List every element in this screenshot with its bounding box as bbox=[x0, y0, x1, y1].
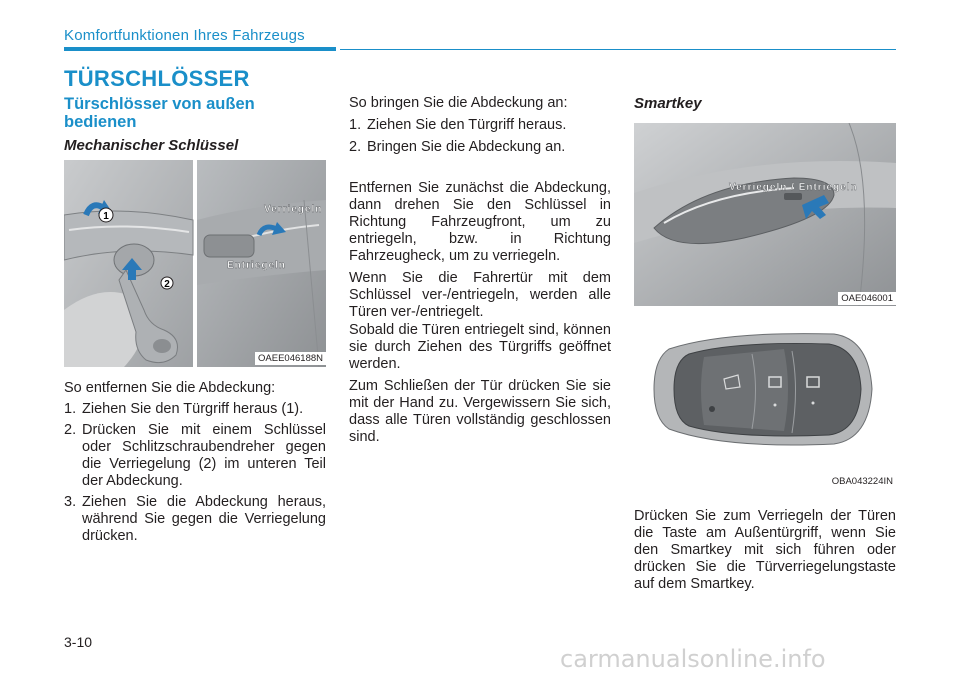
mechanical-key-figure bbox=[64, 160, 326, 367]
attach-cover-intro: So bringen Sie die Abdeckung an: bbox=[349, 95, 568, 111]
callout-1: 1 bbox=[103, 211, 109, 222]
smartkey-handle-figure bbox=[634, 123, 896, 306]
list-item: 2. Bringen Sie die Abdeckung an. bbox=[349, 139, 566, 155]
watermark: carmanualsonline.info bbox=[560, 645, 826, 673]
callout-2: 2 bbox=[164, 279, 170, 290]
header-rule-thin bbox=[340, 49, 896, 50]
attach-cover-steps bbox=[349, 117, 611, 156]
paragraph-driver-door: Wenn Sie die Fahrertür mit dem Schlüssel ver-/entriegeln, werden alle Türen ver-/entriegelt. bbox=[349, 270, 611, 320]
mechanical-key-heading: Mechanischer Schlüssel bbox=[64, 137, 239, 154]
list-item: 1. Ziehen Sie den Türgriff heraus (1). bbox=[64, 401, 304, 417]
list-item: 1. Ziehen Sie den Türgriff heraus. bbox=[349, 117, 567, 133]
figure-code: OAEE046188N bbox=[255, 352, 326, 365]
figure-label-lock: Verriegeln bbox=[264, 204, 323, 215]
figure-code: OAE046001 bbox=[838, 292, 896, 305]
smartkey-fob-figure bbox=[634, 309, 896, 488]
list-item: 2. Drücken Sie mit einem Schlüssel oder Schlitzschraubendreher gegen die Verriegelung (2) im unteren Teil der Abdeckung. bbox=[64, 422, 326, 489]
smartkey-heading: Smartkey bbox=[634, 95, 702, 112]
paragraph-smartkey: Drücken Sie zum Verriegeln der Türen die Taste am Außentürgriff, wenn Sie den Smartkey mit sich führen oder drücken Sie die Türverriegelungstaste auf dem Smartkey. bbox=[634, 508, 896, 592]
figure-code: OBA043224IN bbox=[829, 475, 896, 488]
smartkey-fob-illustration bbox=[634, 309, 896, 488]
remove-cover-steps bbox=[64, 401, 326, 545]
list-item: 3. Ziehen Sie die Abdeckung heraus, während Sie gegen die Verriegelung drücken. bbox=[64, 494, 326, 544]
door-handle-illustration bbox=[64, 160, 326, 367]
remove-cover-intro: So entfernen Sie die Abdeckung: bbox=[64, 380, 276, 396]
figure-label-unlock: Entriegeln bbox=[227, 260, 286, 271]
paragraph-turn-key: Entfernen Sie zunächst die Abdeckung, dann drehen Sie den Schlüssel in Richtung Fahrzeugfront, um zu entriegeln, bzw. in Richtung Fahrzeugheck, um zu verriegeln. bbox=[349, 180, 611, 264]
smartkey-figure-label: Verriegeln / Entriegeln bbox=[729, 182, 858, 193]
section-header: Komfortfunktionen Ihres Fahrzeugs bbox=[64, 27, 305, 44]
door-handle-photo bbox=[634, 123, 896, 306]
subtitle: Türschlösser von außen bedienen bbox=[64, 95, 255, 131]
paragraph-open-door: Sobald die Türen entriegelt sind, können sie durch Ziehen des Türgriffs geöffnet werden. bbox=[349, 322, 611, 372]
header-rule-thick bbox=[64, 47, 336, 51]
paragraph-close-door: Zum Schließen der Tür drücken Sie sie mit der Hand zu. Vergewissern Sie sich, dass alle Türen vollständig geschlossen sind. bbox=[349, 378, 611, 445]
page-title: TÜRSCHLÖSSER bbox=[64, 66, 250, 91]
page-number: 3-10 bbox=[64, 634, 93, 650]
